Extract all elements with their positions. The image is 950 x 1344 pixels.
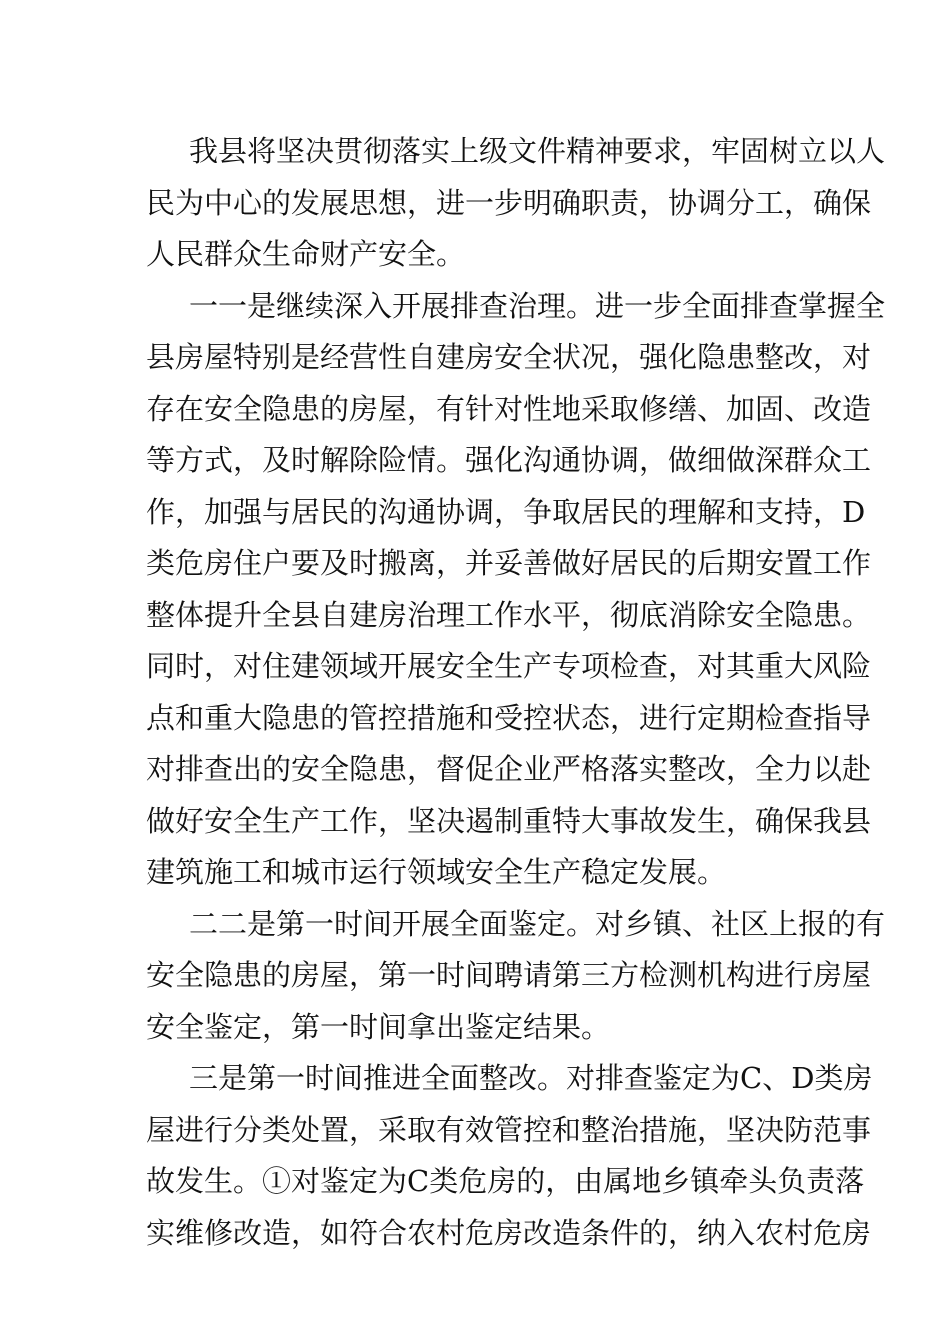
- body-text: [146, 126, 886, 1259]
- paragraph-2-line-7: 整体提升全县自建房治理工作水平，彻底消除安全隐患。: [146, 597, 872, 632]
- paragraph-2-line-6: 类危房住户要及时搬离，并妥善做好居民的后期安置工作: [146, 546, 872, 580]
- paragraph-2-line-12: 建筑施工和城市运行领域安全生产稳定发展。: [146, 855, 727, 889]
- paragraph-2-line-10: 对排查出的安全隐患，督促企业严格落实整改，全力以赴: [146, 752, 872, 786]
- paragraph-4-line-4: 实维修改造，如符合农村危房改造条件的，纳入农村危房: [146, 1215, 872, 1250]
- paragraph-2-line-2: 县房屋特别是经营性自建房安全状况，强化隐患整改，对: [146, 340, 872, 374]
- paragraph-2-line-1: 一一是继续深入开展排查治理。进一步全面排查掌握全: [189, 288, 886, 323]
- paragraph-4-line-1: 三是第一时间推进全面整改。对排查鉴定为C、D类房: [189, 1061, 873, 1095]
- paragraph-2-line-11: 做好安全生产工作，坚决遏制重特大事故发生，确保我县: [146, 803, 872, 838]
- paragraph-4-line-3: 故发生。①对鉴定为C类危房的，由属地乡镇牵头负责落: [146, 1164, 865, 1198]
- paragraph-3-line-1: 二二是第一时间开展全面鉴定。对乡镇、社区上报的有: [189, 906, 886, 941]
- paragraph-2-line-4: 等方式，及时解除险情。强化沟通协调，做细做深群众工: [146, 443, 872, 477]
- paragraph-3-line-3: 安全鉴定，第一时间拿出鉴定结果。: [146, 1009, 611, 1044]
- paragraph-1-line-2: 民为中心的发展思想，进一步明确职责，协调分工，确保: [146, 185, 872, 220]
- paragraph-2-line-9: 点和重大隐患的管控措施和受控状态，进行定期检查指导: [146, 700, 872, 735]
- paragraph-1-line-3: 人民群众生命财产安全。: [146, 237, 466, 271]
- paragraph-2-line-8: 同时，对住建领域开展安全生产专项检查，对其重大风险: [146, 649, 872, 683]
- paragraph-2-line-5: 作，加强与居民的沟通协调，争取居民的理解和支持，D: [146, 494, 866, 529]
- paragraph-4-line-2: 屋进行分类处置，采取有效管控和整治措施，坚决防范事: [146, 1112, 872, 1147]
- paragraph-3-line-2: 安全隐患的房屋，第一时间聘请第三方检测机构进行房屋: [146, 958, 872, 992]
- paragraph-2-line-3: 存在安全隐患的房屋，有针对性地采取修缮、加固、改造: [146, 391, 872, 426]
- paragraph-1-line-1: 我县将坚决贯彻落实上级文件精神要求，牢固树立以人: [189, 134, 886, 168]
